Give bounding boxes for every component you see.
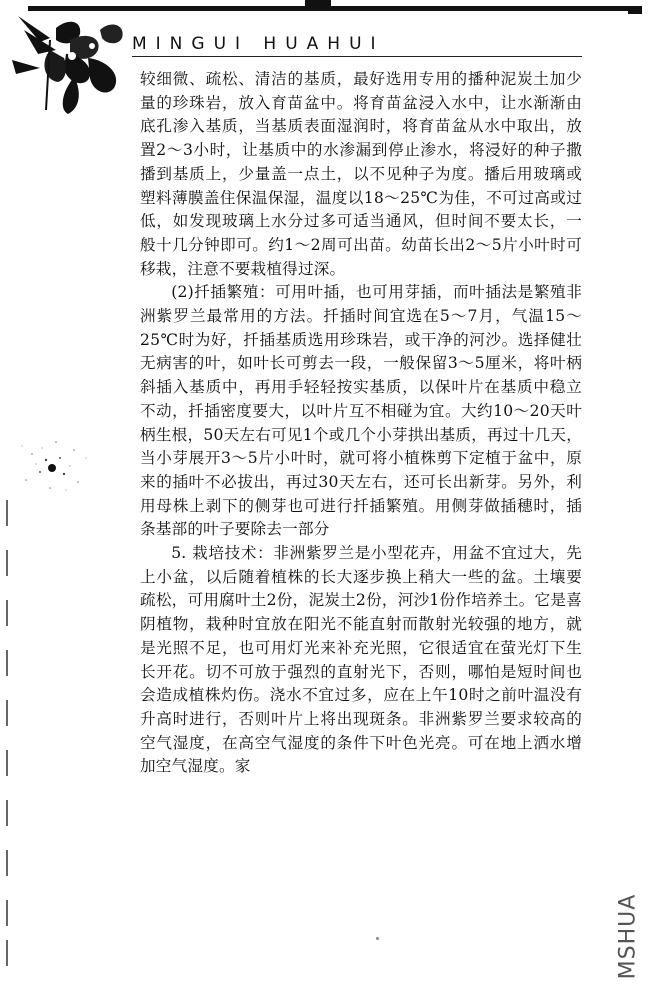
scan-dot	[376, 937, 379, 940]
margin-marks	[6, 500, 10, 970]
orchid-illustration	[10, 10, 140, 120]
corner-mark	[628, 11, 642, 14]
watermark	[614, 886, 642, 986]
watermark-text: MSHUA	[615, 893, 641, 979]
paragraph-1: 较细微、疏松、清洁的基质，最好选用专用的播种泥炭土加少量的珍珠岩，放入育苗盆中。将育苗盆浸入水中，让水渐渐由底孔渗入基质，当基质表面湿润时，将育苗盆从水中取出，放置2～3小时，让基质中的水渗漏到停止渗水，将浸好的种子撒播到基质上，少量盖一点土，以不见种子为度。播后用玻璃或塑料薄膜盖住保温保湿，温度以18～25℃为佳，不可过高或过低，如发现玻璃上水分过多可适当通风，但时间不要太长，一般十几分钟即可。约1～2周可出苗。幼苗长出2～5片小叶时可移栽，注意不要栽植得过深。	[140, 70, 582, 278]
paragraph-2: (2)扦插繁殖：可用叶插，也可用芽插，而叶插法是繁殖非洲紫罗兰最常用的方法。扦插时间宜选在5～7月，气温15～25℃时为好，扦插基质选用珍珠岩，或干净的河沙。选择健壮无病害的叶，如叶长可剪去一段，一般保留3～5厘米，将叶柄斜插入基质中，再用手轻轻按实基质，以保叶片在基质中稳立不动，扦插密度要大，以叶片互不相碰为宜。大约10～20天叶柄生根，50天左右可见1个或几个小芽拱出基质，再过十几天，当小芽展开3～5片小叶时，就可将小植株剪下定植于盆中，原来的插叶不必拔出，再过30天左右，还可长出新芽。另外，利用母株上剥下的侧芽也可进行扦插繁殖。用侧芽做插穗时，插条基部的叶子要除去一部分	[140, 283, 582, 539]
header-title: MINGUI HUAHUI	[132, 34, 385, 54]
scan-speckle	[12, 428, 102, 498]
header-rule	[132, 56, 582, 57]
paragraph-3: 5. 栽培技术：非洲紫罗兰是小型花卉，用盆不宜过大，先上小盆，以后随着植株的长大逐步换上稍大一些的盆。土壤要疏松，可用腐叶土2份，泥炭土2份，河沙1份作培养土。它是喜阴植物，栽种时宜放在阳光不能直射而散射光较强的地方，就是光照不足，也可用灯光来补充光照，它很适宜在萤光灯下生长开花。切不可放于强烈的直射光下，否则，哪怕是短时间也会造成植株灼伤。浇水不宜过多，应在上午10时之前叶温没有升高时进行，否则叶片上将出现斑条。非洲紫罗兰要求较高的空气湿度，在高空气湿度的条件下叶色光亮。可在地上洒水增加空气湿度。家	[140, 544, 582, 776]
body-text	[140, 68, 582, 779]
top-rule-mark	[305, 0, 331, 8]
